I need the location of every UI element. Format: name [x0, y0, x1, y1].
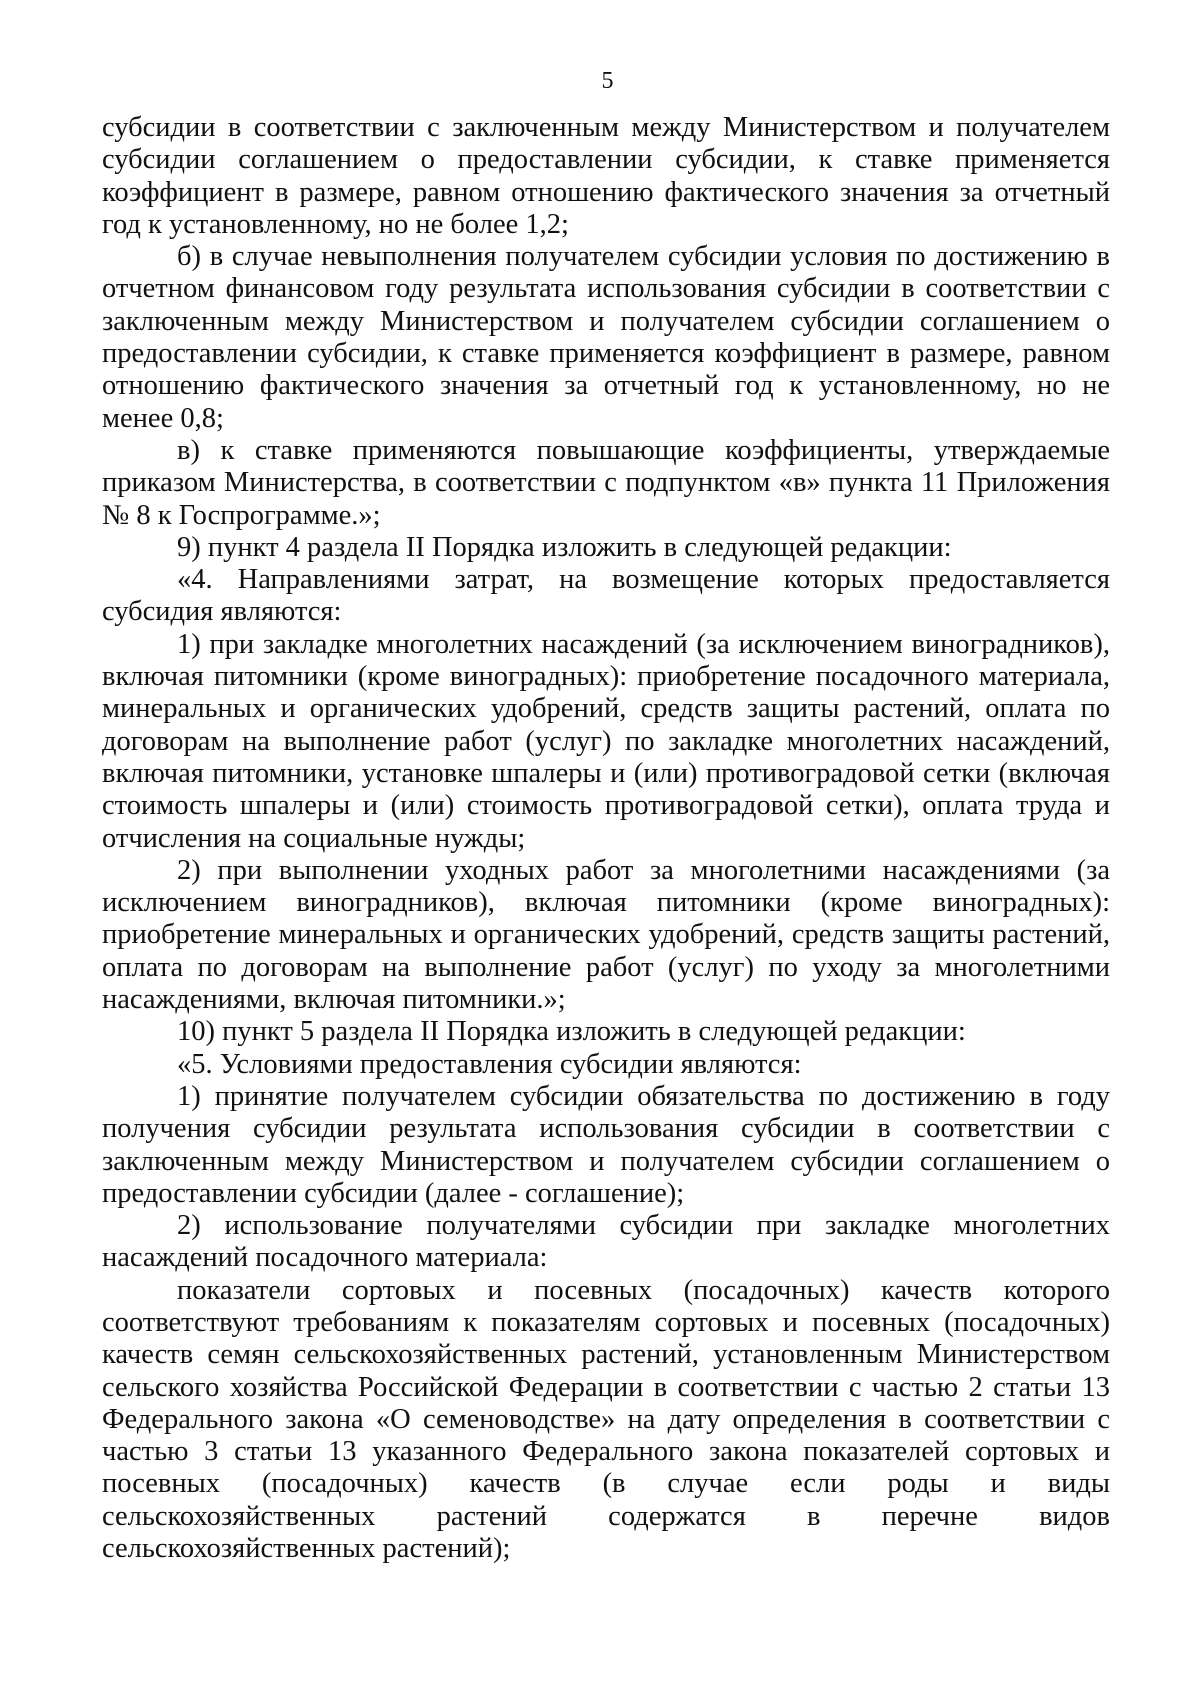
- paragraph-item-10: 10) пункт 5 раздела II Порядка изложить в следующей редакции:: [177, 1016, 966, 1048]
- document-body: [102, 112, 1110, 1565]
- paragraph-clause-5: «5. Условиями предоставления субсидии являются:: [177, 1048, 802, 1080]
- paragraph-subitem-b: б) в случае невыполнения получателем субсидии условия по достижению в отчетном финансовом году результата использования субсидии в соответствии с заключенным между Министерством и получателем субсидии соглашением о предоставлении субсидии, к ставке применяется коэффициент в размере, равном отношению фактического значения за отчетный год к установленному, но не менее 0,8;: [102, 241, 1110, 434]
- paragraph-clause-4-item-1: 1) при закладке многолетних насаждений (за исключением виноградников), включая питомники (кроме виноградных): приобретение посадочного материала, минеральных и органических удобрений, средств защиты растений, оплата по договорам на выполнение работ (услуг) по закладке многолетних насаждений, включая питомники, установке шпалеры и (или) противоградовой сетки (включая стоимость шпалеры и (или) стоимость противоградовой сетки), оплата труда и отчисления на социальные нужды;: [102, 628, 1110, 854]
- paragraph-quality-indicators: показатели сортовых и посевных (посадочных) качеств которого соответствуют требованиям к показателям сортовых и посевных (посадочных) качеств семян сельскохозяйственных растений, установленным Министерством сельского хозяйства Российской Федерации в соответствии с частью 2 статьи 13 Федерального закона «О семеноводстве» на дату определения в соответствии с частью 3 статьи 13 указанного Федерального закона показателей сортовых и посевных (посадочных) качеств (в случае если роды и виды сельскохозяйственных растений содержатся в перечне видов сельскохозяйственных растений);: [102, 1274, 1110, 1565]
- paragraph-continuation: субсидии в соответствии с заключенным между Министерством и получателем субсидии соглашением о предоставлении субсидии, к ставке применяется коэффициент в размере, равном отношению фактического значения за отчетный год к установленному, но не более 1,2;: [102, 112, 1110, 240]
- page-number: 5: [601, 68, 614, 94]
- paragraph-clause-4-item-2: 2) при выполнении уходных работ за многолетними насаждениями (за исключением виноградников), включая питомники (кроме виноградных): приобретение минеральных и органических удобрений, средств защиты растений, оплата по договорам на выполнение работ (услуг) по уходу за многолетними насаждениями, включая питомники.»;: [102, 854, 1110, 1016]
- paragraph-subitem-v: в) к ставке применяются повышающие коэффициенты, утверждаемые приказом Министерства, в соответствии с подпунктом «в» пункта 11 Приложения № 8 к Госпрограмме.»;: [102, 434, 1110, 531]
- paragraph-clause-5-item-2: 2) использование получателями субсидии при закладке многолетних насаждений посадочного материала:: [102, 1210, 1110, 1274]
- paragraph-clause-5-item-1: 1) принятие получателем субсидии обязательства по достижению в году получения субсидии результата использования субсидии в соответствии с заключенным между Министерством и получателем субсидии соглашением о предоставлении субсидии (далее - соглашение);: [102, 1080, 1110, 1209]
- paragraph-item-9: 9) пункт 4 раздела II Порядка изложить в следующей редакции:: [177, 531, 952, 563]
- paragraph-clause-4: «4. Направлениями затрат, на возмещение которых предоставляется субсидия являются:: [102, 564, 1110, 628]
